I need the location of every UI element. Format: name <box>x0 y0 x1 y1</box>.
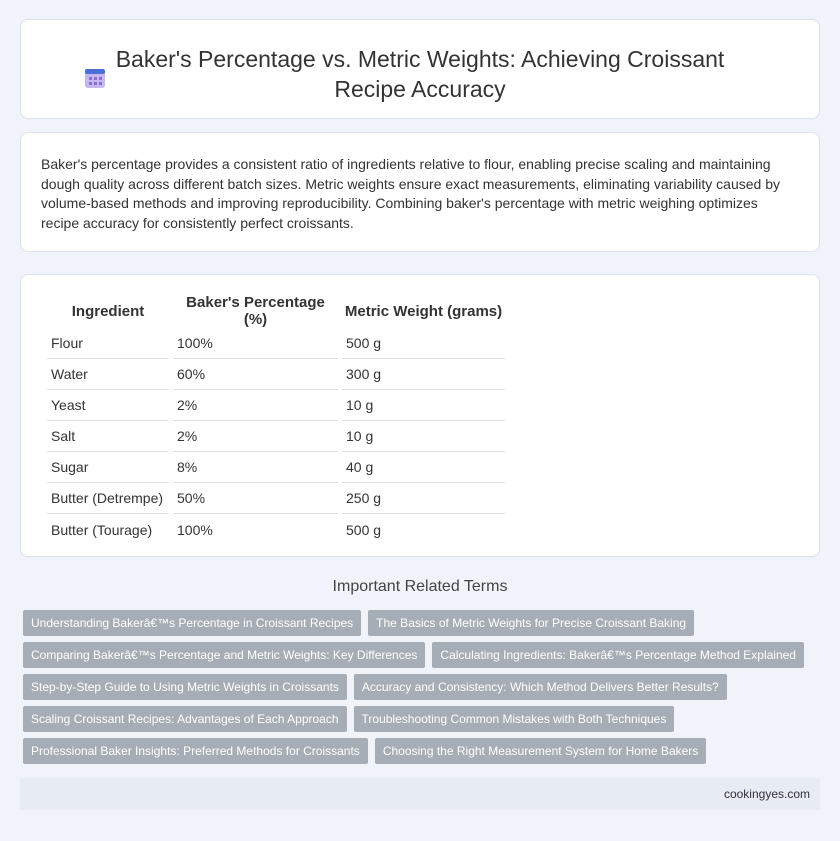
cell-ingredient: Flour <box>47 328 169 359</box>
related-term-tag[interactable]: Accuracy and Consistency: Which Method Delivers Better Results? <box>354 674 727 700</box>
cell-percentage: 100% <box>173 328 338 359</box>
cell-ingredient: Salt <box>47 421 169 452</box>
cell-percentage: 100% <box>177 521 213 538</box>
related-term-tag[interactable]: Comparing Bakerâ€™s Percentage and Metric Weights: Key Differences <box>23 642 425 668</box>
comparison-table <box>43 294 509 545</box>
related-term-tag[interactable]: The Basics of Metric Weights for Precise Croissant Baking <box>368 610 694 636</box>
related-term-tag[interactable]: Choosing the Right Measurement System for Home Bakers <box>375 738 706 764</box>
cell-percentage: 60% <box>173 359 338 390</box>
cell-ingredient: Yeast <box>47 390 169 421</box>
cell-percentage: 2% <box>173 421 338 452</box>
cell-percentage: 2% <box>173 390 338 421</box>
header-ingredient: Ingredient <box>71 302 145 320</box>
cell-weight: 500 g <box>342 328 505 359</box>
related-terms-list <box>23 610 813 764</box>
table-header-row <box>47 294 505 328</box>
related-term-tag[interactable]: Understanding Bakerâ€™s Percentage in Croissant Recipes <box>23 610 361 636</box>
related-term-tag[interactable]: Troubleshooting Common Mistakes with Both Techniques <box>354 706 675 732</box>
cell-ingredient: Sugar <box>47 452 169 483</box>
cell-weight: 10 g <box>342 390 505 421</box>
header-metric-weight: Metric Weight (grams) <box>344 302 503 320</box>
intro-card <box>20 132 820 252</box>
cell-percentage: 8% <box>173 452 338 483</box>
related-term-tag[interactable]: Scaling Croissant Recipes: Advantages of Each Approach <box>23 706 347 732</box>
table-row <box>47 514 505 545</box>
header-bakers-percentage: Baker's Percentage (%) <box>186 294 325 328</box>
related-term-tag[interactable]: Step-by-Step Guide to Using Metric Weights in Croissants <box>23 674 347 700</box>
footer <box>20 778 820 810</box>
intro-text: Baker's percentage provides a consistent ratio of ingredients relative to flour, enabling precise scaling and maintaining dough quality across different batch sizes. Metric weights ensure exact measurements, eliminating variability caused by volume-based methods and improving reproducibility. Combining baker's percentage with metric weighing optimizes recipe accuracy for consistently perfect croissants. <box>41 156 780 231</box>
related-terms-heading: Important Related Terms <box>332 578 508 595</box>
cell-weight: 500 g <box>346 521 382 538</box>
cell-ingredient: Butter (Tourage) <box>51 521 153 538</box>
cell-weight: 40 g <box>342 452 505 483</box>
table-row <box>47 421 505 452</box>
cell-ingredient: Water <box>47 359 169 390</box>
table-row <box>47 452 505 483</box>
title-card <box>20 19 820 119</box>
table-row <box>47 359 505 390</box>
related-term-tag[interactable]: Professional Baker Insights: Preferred Methods for Croissants <box>23 738 368 764</box>
table-row <box>47 483 505 514</box>
cell-ingredient: Butter (Detrempe) <box>47 483 169 514</box>
cell-percentage: 50% <box>173 483 338 514</box>
related-term-tag[interactable]: Calculating Ingredients: Bakerâ€™s Percentage Method Explained <box>432 642 804 668</box>
table-card <box>20 274 820 557</box>
cell-weight: 10 g <box>342 421 505 452</box>
cell-weight: 250 g <box>342 483 505 514</box>
footer-site-link[interactable]: cookingyes.com <box>723 787 810 801</box>
table-row <box>47 328 505 359</box>
cell-weight: 300 g <box>342 359 505 390</box>
page-title: Baker's Percentage vs. Metric Weights: Achieving Croissant Recipe Accuracy <box>115 46 725 102</box>
table-row <box>47 390 505 421</box>
